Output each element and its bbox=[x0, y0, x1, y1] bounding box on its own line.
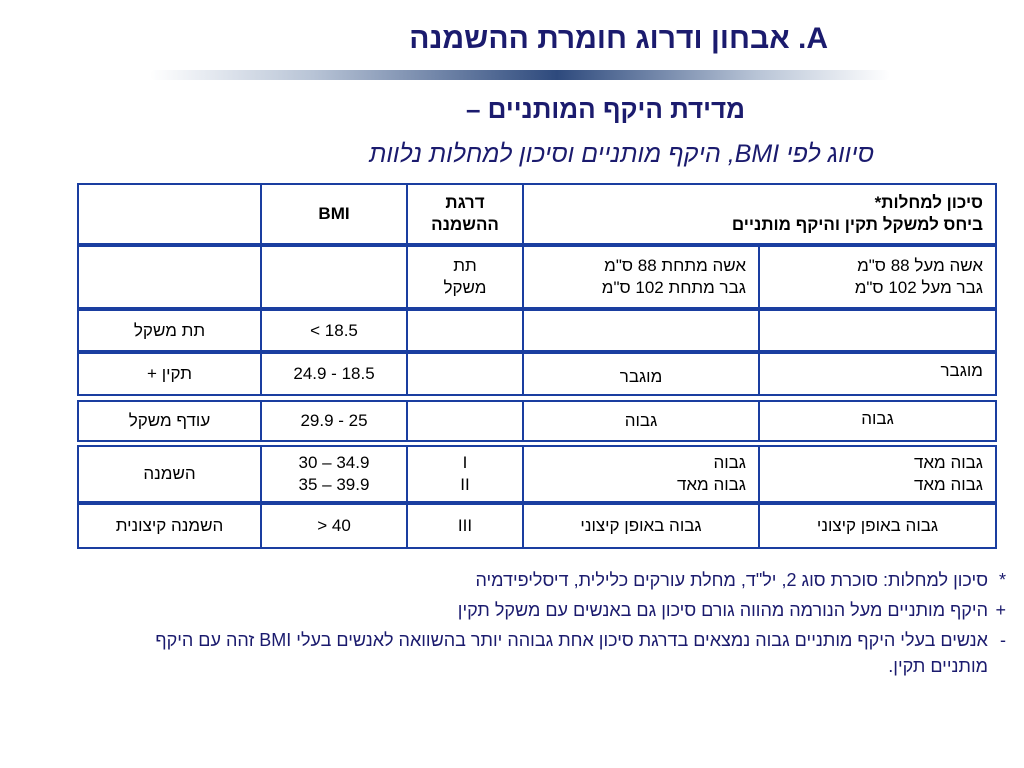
subheader-bmi bbox=[260, 245, 408, 309]
header-grade-line1: דרגת bbox=[445, 193, 485, 212]
row-obesity-risk-above-line2: גבוה מאד bbox=[913, 475, 983, 494]
subheader-category bbox=[77, 245, 262, 309]
row-normal-risk-below-text: מוגבר bbox=[619, 367, 663, 386]
row-extreme-grade-text: III bbox=[457, 516, 473, 535]
header-bmi-label: BMI bbox=[318, 204, 350, 223]
footnote-waist bbox=[150, 597, 1006, 623]
row-underweight-risk-above bbox=[758, 309, 997, 352]
header-risk bbox=[522, 183, 997, 245]
row-overweight-bmi-text: 25 - 29.9 bbox=[300, 411, 368, 430]
row-overweight-category-text: עודף משקל bbox=[128, 411, 211, 430]
row-extreme-bmi-text: 40 < bbox=[317, 516, 351, 535]
row-obesity-category-text: השמנה bbox=[143, 464, 196, 483]
footnote-text: היקף מותניים מעל הנורמה מהווה גורם סיכון גם באנשים עם משקל תקין bbox=[457, 600, 988, 620]
footnote-marker: + bbox=[995, 600, 1006, 620]
row-underweight-risk-below bbox=[522, 309, 760, 352]
row-normal-risk-below bbox=[522, 352, 760, 396]
row-overweight-bmi bbox=[260, 400, 408, 442]
row-extreme-risk-above-text: גבוה באופן קיצוני bbox=[816, 516, 939, 535]
header-grade bbox=[406, 183, 524, 245]
row-obesity-grade-line1: I bbox=[462, 453, 468, 472]
slide-title: A. אבחון ודרוג חומרת ההשמנה bbox=[409, 22, 828, 55]
header-risk-line2: ביחס למשקל תקין והיקף מותניים bbox=[731, 215, 983, 234]
subheader-above-line1: אשה מעל 88 ס"מ bbox=[857, 256, 983, 275]
row-obesity-bmi-line2: 35 – 39.9 bbox=[298, 475, 370, 494]
row-normal-risk-above-text: מוגבר bbox=[940, 361, 983, 380]
row-obesity-risk-above-line1: גבוה מאד bbox=[913, 453, 983, 472]
row-overweight-grade bbox=[406, 400, 524, 442]
row-overweight-risk-below bbox=[522, 400, 760, 442]
row-obesity-bmi bbox=[260, 445, 408, 503]
row-normal-category-text: תקין + bbox=[147, 364, 192, 383]
row-underweight-bmi bbox=[260, 309, 408, 352]
footnote-comparison bbox=[150, 627, 1006, 679]
row-extreme-grade bbox=[406, 503, 524, 549]
row-normal-bmi bbox=[260, 352, 408, 396]
subheader-above-line2: גבר מעל 102 ס"מ bbox=[854, 278, 983, 297]
footnotes bbox=[150, 567, 1006, 683]
row-obesity-risk-below bbox=[522, 445, 760, 503]
row-obesity-grade bbox=[406, 445, 524, 503]
footnote-risk bbox=[150, 567, 1006, 593]
row-extreme-category-text: השמנה קיצונית bbox=[115, 516, 224, 535]
subheader-above bbox=[758, 245, 997, 309]
row-overweight-category bbox=[77, 400, 262, 442]
subheader-grade-line2: משקל bbox=[443, 278, 487, 297]
row-obesity-risk-above bbox=[758, 445, 997, 503]
subheader-grade bbox=[406, 245, 524, 309]
row-underweight-category-text: תת משקל bbox=[133, 320, 206, 340]
footnote-text: סיכון למחלות: סוכרת סוג 2, יל"ד, מחלת עורקים כלילית, דיסליפידמיה bbox=[475, 570, 988, 590]
subheader-grade-line1: תת bbox=[453, 256, 477, 275]
row-obesity-bmi-line1: 30 – 34.9 bbox=[298, 453, 370, 472]
row-overweight-risk-above bbox=[758, 400, 997, 442]
title-underline bbox=[150, 70, 890, 80]
row-underweight-grade bbox=[406, 309, 524, 352]
row-overweight-risk-below-text: גבוה bbox=[624, 411, 658, 430]
row-extreme-risk-above bbox=[758, 503, 997, 549]
row-normal-bmi-text: 18.5 - 24.9 bbox=[293, 364, 375, 383]
row-extreme-bmi bbox=[260, 503, 408, 549]
subheader-below bbox=[522, 245, 760, 309]
table-caption: סיווג לפי BMI, היקף מותניים וסיכון למחלות נלוות bbox=[369, 140, 874, 168]
row-normal-risk-above bbox=[758, 352, 997, 396]
row-underweight-category bbox=[77, 309, 262, 352]
row-obesity-risk-below-line1: גבוה bbox=[713, 453, 746, 472]
footnote-marker: - bbox=[1000, 630, 1006, 650]
row-obesity-category bbox=[77, 445, 262, 503]
row-extreme-risk-below bbox=[522, 503, 760, 549]
header-category bbox=[77, 183, 262, 245]
row-obesity-grade-line2: II bbox=[460, 475, 470, 494]
subheader-below-line1: אשה מתחת 88 ס"מ bbox=[604, 256, 746, 275]
row-overweight-risk-above-text: גבוה bbox=[861, 409, 894, 428]
header-grade-line2: ההשמנה bbox=[431, 215, 499, 234]
header-bmi bbox=[260, 183, 408, 245]
row-obesity-risk-below-line2: גבוה מאד bbox=[676, 475, 746, 494]
row-extreme-risk-below-text: גבוה באופן קיצוני bbox=[580, 516, 702, 535]
subheader-below-line2: גבר מתחת 102 ס"מ bbox=[601, 278, 746, 297]
row-extreme-category bbox=[77, 503, 262, 549]
row-normal-category bbox=[77, 352, 262, 396]
footnote-marker: * bbox=[998, 570, 1006, 590]
header-risk-line1: סיכון למחלות* bbox=[874, 193, 983, 212]
row-underweight-bmi-text: 18.5 > bbox=[310, 320, 358, 340]
slide-subtitle: מדידת היקף המותניים – bbox=[465, 94, 745, 124]
footnote-text: אנשים בעלי היקף מותניים גבוה נמצאים בדרגת סיכון אחת גבוהה יותר בהשוואה לאנשים בעלי BMI זהה עם היקף מותניים תקין. bbox=[155, 630, 988, 676]
row-normal-grade bbox=[406, 352, 524, 396]
